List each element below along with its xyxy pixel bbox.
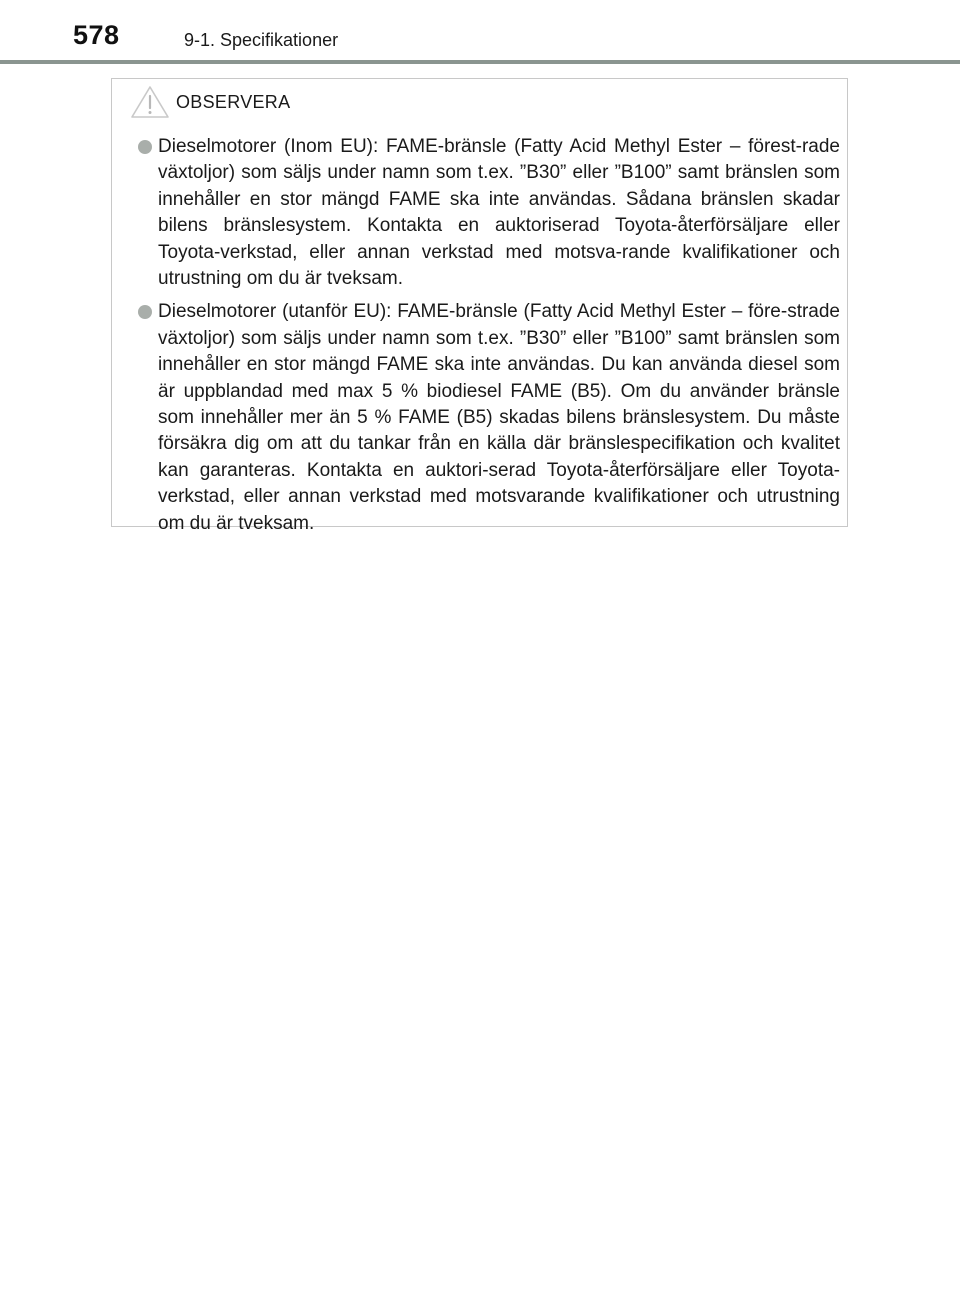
- list-item-text: Dieselmotorer (Inom EU): FAME-bränsle (Fatty Acid Methyl Ester – förest-rade växtoljor) som säljs under namn som t.ex. ”B30” eller ”B100” samt bränslen som innehåller en stor mängd FAME ska inte användas. Sådana bränslen skadar bilens bränslesystem. Kontakta en auktoriserad Toyota-återförsäljare eller Toyota-verkstad, eller annan verkstad med motsva-rande kvalifikationer och utrustning om du är tveksam.: [158, 136, 840, 290]
- list-item: [138, 299, 840, 537]
- header-divider: [0, 60, 960, 64]
- caution-notice-box: [111, 78, 848, 534]
- page-number: 578: [73, 20, 120, 50]
- section-title: 9-1. Specifikationer: [184, 30, 339, 50]
- notice-title: OBSERVERA: [176, 91, 291, 112]
- warning-triangle-icon: [130, 85, 170, 119]
- bullet-icon: [138, 140, 152, 154]
- notice-heading: [130, 85, 290, 119]
- list-item-text: Dieselmotorer (utanför EU): FAME-bränsle (Fatty Acid Methyl Ester – före-strade växtoljor) som säljs under namn som t.ex. ”B30” eller ”B100” samt bränslen som innehåller en stor mängd FAME ska inte användas. Du kan använda diesel som är uppblandad med max 5 % biodiesel FAME (B5). Om du använder bränsle som innehåller mer än 5 % FAME (B5) skadas bilens bränslesystem. Du måste försäkra dig om att du tankar från en källa där bränslespecifikation och kvalitet kan garanteras. Kontakta en auktori-serad Toyota-återförsäljare eller Toyota-verkstad, eller annan verkstad med motsvarande kvalifikationer och utrustning om du är tveksam.: [158, 301, 840, 534]
- list-item: [138, 134, 840, 292]
- notice-list: [138, 134, 840, 544]
- bullet-icon: [138, 305, 152, 319]
- page-header: [0, 0, 960, 62]
